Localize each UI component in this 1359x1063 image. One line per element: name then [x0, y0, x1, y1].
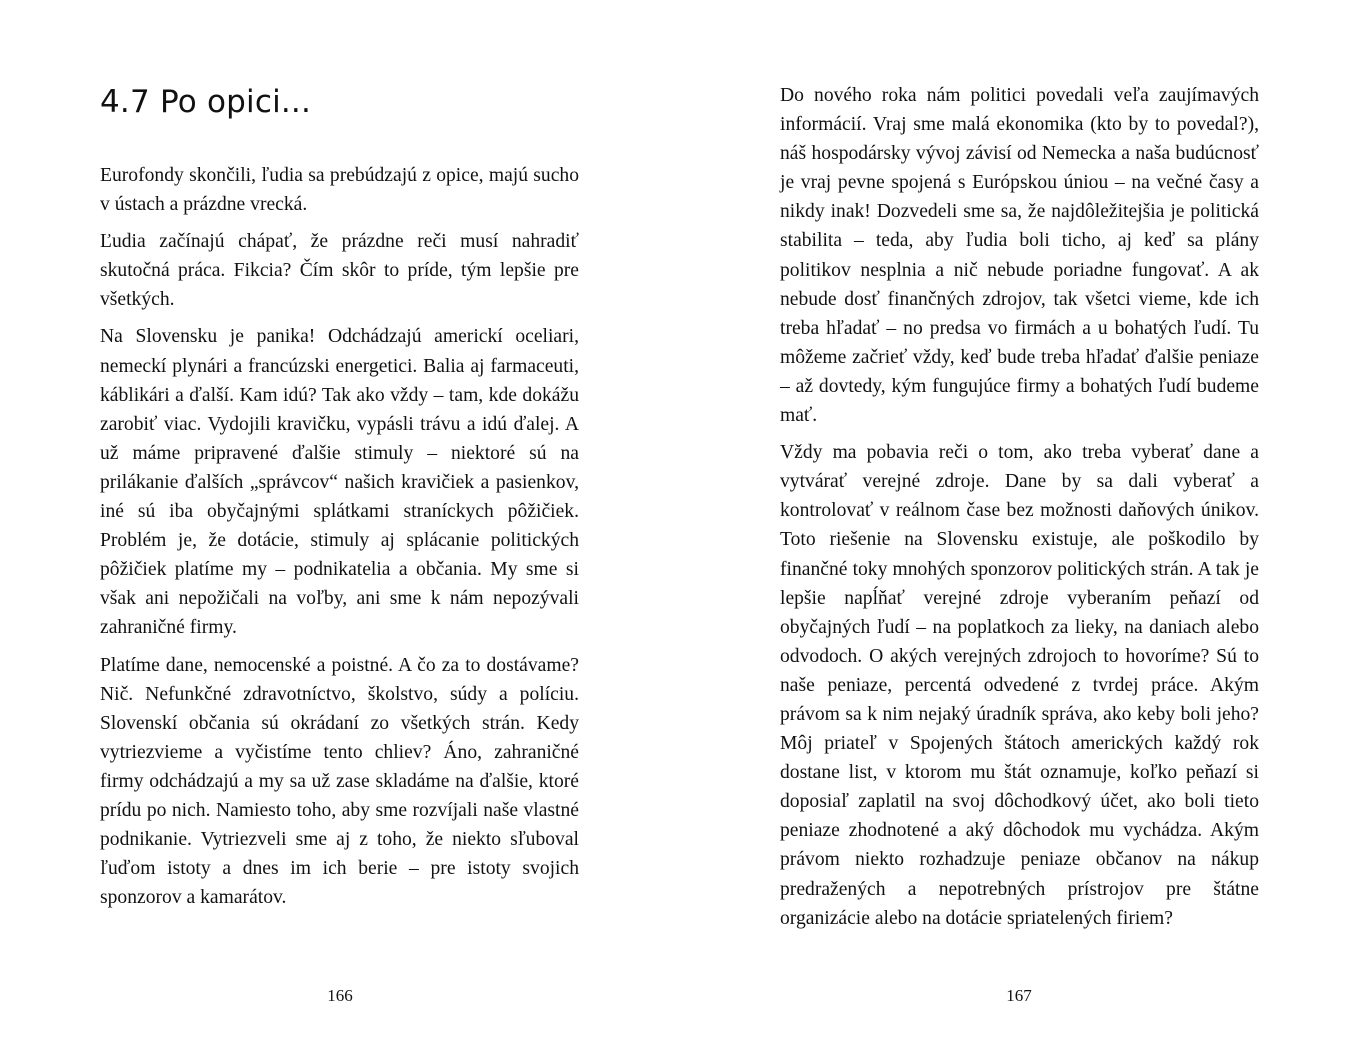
paragraph: Ľudia začínajú chápať, že prázdne reči musí nahradiť skutočná práca. Fikcia? Čím skôr to príde, tým lepšie pre všetkých. [100, 231, 579, 311]
left-page-body [100, 161, 579, 912]
page-number: 167 [1006, 986, 1032, 1005]
paragraph: Platíme dane, nemocenské a poistné. A čo za to dostávame? Nič. Nefunkčné zdravotníctvo, školstvo, súdy a políciu. Slovenskí občania sú okrádaní zo všetkých strán. Kedy vytriezvieme a vyčistíme tento chliev? Áno, zahraničné firmy odchádzajú a my sa už zase skladáme na ďalšie, ktoré prídu po nich. Namiesto toho, aby sme rozvíjali naše vlastné podnikanie. Vytriezveli sme aj z toho, že niekto sľuboval ľuďom istoty a dnes im ich berie – pre istoty svojich sponzorov a kamarátov. [100, 654, 579, 909]
paragraph: Do nového roka nám politici povedali veľa zaujímavých informácií. Vraj sme malá ekonomika (kto by to povedal?), náš hospodársky vývoj závisí od Nemecka a naša budúcnosť je vraj pevne spojená s Európskou úniou – na večné časy a nikdy inak! Dozvedeli sme sa, že najdôležitejšia je politická stabilita – teda, aby ľudia boli ticho, aj keď sa plány politikov nesplnia a nič nebude poriadne fungovať. A ak nebude dosť finančných zdrojov, tak všetci vieme, kde ich treba hľadať – no predsa vo firmách a u bohatých ľudí. Tu môžeme začrieť vždy, keď bude treba hľadať ďalšie peniaze – až dovtedy, kým fungujúce firmy a bohatých ľudí budeme mať. [780, 85, 1259, 427]
chapter-title: 4.7 Po opici... [100, 84, 312, 120]
right-page-body [780, 81, 1259, 933]
paragraph: Vždy ma pobavia reči o tom, ako treba vyberať dane a vytvárať verejné zdroje. Dane by sa dali vyberať a kontrolovať v reálnom čase bez možnosti daňových únikov. Toto riešenie na Slovensku existuje, ale poškodilo by finančné toky mnohých sponzorov politických strán. A tak je lepšie napĺňať verejné zdroje vyberaním peňazí od obyčajných ľudí – na poplatkoch za lieky, na daniach alebo odvodoch. O akých verejných zdrojoch to hovoríme? Sú to naše peniaze, percentá odvedené z tvrdej práce. Akým právom sa k nim nejaký úradník správa, ako keby boli jeho? Môj priateľ v Spojených štátoch amerických každý rok dostane list, v ktorom mu štát oznamuje, koľko peňazí si doposiaľ zaplatil na svoj dôchodkový účet, ako boli tieto peniaze zhodnotené a aký dôchodok mu vychádza. Akým právom niekto rozhadzuje peniaze občanov na nákup predražených a nepotrebných prístrojov pre štátne organizácie alebo na dotácie spriatelených firiem? [780, 442, 1259, 929]
right-page [680, 0, 1359, 1063]
paragraph: Eurofondy skončili, ľudia sa prebúdzajú z opice, majú sucho v ústach a prázdne vrecká. [100, 165, 579, 216]
page-number: 166 [327, 986, 353, 1005]
paragraph: Na Slovensku je panika! Odchádzajú americkí oceliari, nemeckí plynári a francúzski energetici. Balia aj farmaceuti, káblikári a ďalší. Kam idú? Tak ako vždy – tam, kde dokážu zarobiť viac. Vydojili kravičku, vypásli trávu a idú ďalej. A už máme pripravené ďalšie stimuly – niektoré sú na prilákanie ďalších „správcov“ našich kravičiek a pasienkov, iné sú iba obyčajnými splátkami straníckych pôžičiek. Problém je, že dotácie, stimuly aj splácanie politických pôžičiek platíme my – podnikatelia a občania. My sme si však ani nepožičali na voľby, ani sme k nám nepozývali zahraničné firmy. [100, 326, 579, 639]
